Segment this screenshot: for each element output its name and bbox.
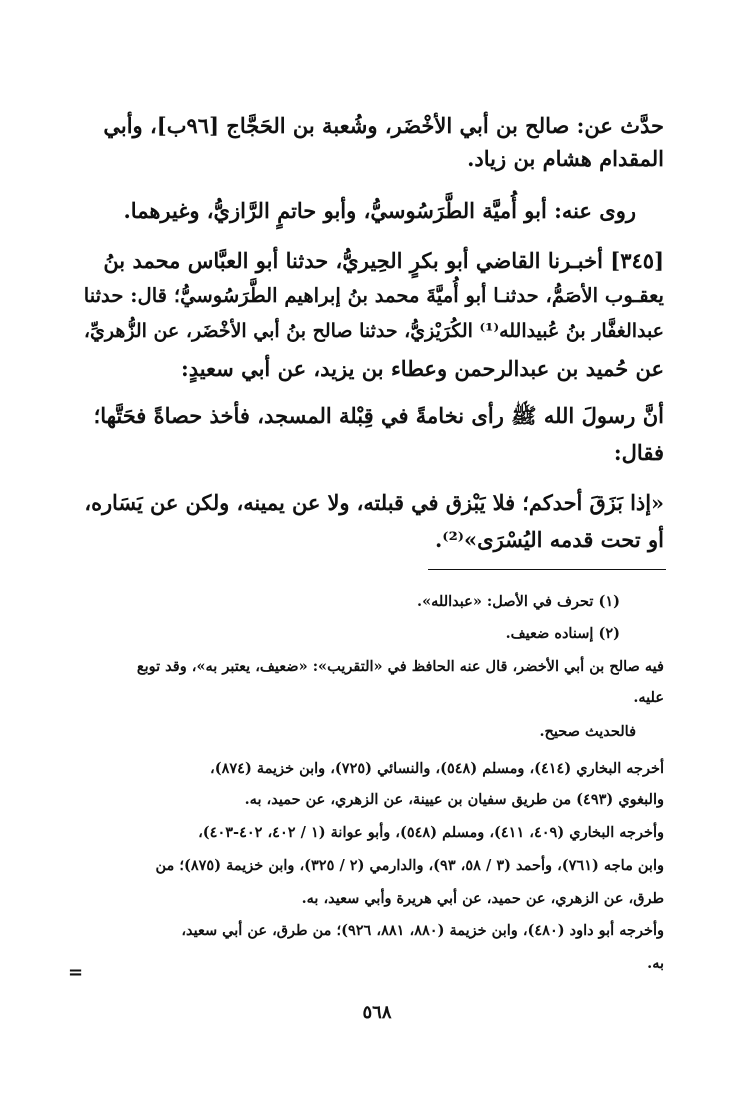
main-line-6: عبدالغفَّار بنُ عُبيدالله⁽¹⁾ الكُرَيْزيُّ، حدثنا صالح بنُ أبي الأخْضَر، عن الزُّهريِّ، <box>83 320 664 342</box>
footnote-line-5: فالحديث صحيح. <box>539 723 636 740</box>
main-line-11: أو تحت قدمه اليُسْرَى»⁽²⁾. <box>435 527 664 552</box>
footnote-line-12: به. <box>647 955 664 972</box>
main-line-5: يعقـوب الأصَمُّ، حدثنـا أبو أُميَّةَ محمد بنُ إبراهيم الطَّرَسُوسيُّ؛ قال: حدثنا <box>83 284 664 307</box>
footnote-line-2: (٢) إسناده ضعيف. <box>505 625 620 642</box>
footnote-line-9: وابن ماجه (٧٦١)، وأحمد (٣ / ٥٨، ٩٣)، والدارمي (٢ / ٣٢٥)، وابن خزيمة (٨٧٥)؛ من <box>155 857 664 874</box>
footnote-separator <box>428 569 666 570</box>
footnote-line-10: طرق، عن الزهري، عن حميد، عن أبي هريرة وأبي سعيد، به. <box>301 890 664 907</box>
main-line-7: عن حُميد بن عبدالرحمن وعطاء بن يزيد، عن أبي سعيدٍ: <box>180 356 664 381</box>
main-line-2: المقدام هشام بن زياد. <box>467 146 664 171</box>
main-line-4: [٣٤٥] أخبـرنا القاضي أبو بكرٍ الحِيريُّ، حدثنا أبو العبَّاس محمد بنُ <box>103 248 664 273</box>
footnote-line-1: (١) تحرف في الأصل: «عبدالله». <box>417 593 620 610</box>
main-line-8: أنَّ رسولَ الله ﷺ رأى نخامةً في قِبْلة المسجد، فأخذ حصاةً فحَتَّها؛ <box>93 403 664 428</box>
footnote-line-6: أخرجه البخاري (٤١٤)، ومسلم (٥٤٨)، والنسائي (٧٢٥)، وابن خزيمة (٨٧٤)، <box>210 760 664 777</box>
footnote-line-4: عليه. <box>633 689 664 706</box>
footnote-line-8: وأخرجه البخاري (٤٠٩، ٤١١)، ومسلم (٥٤٨)، وأبو عوانة (١ / ٤٠٢، ٤٠٢-٤٠٣)، <box>198 824 664 841</box>
footnote-line-3: فيه صالح بن أبي الأخضر، قال عنه الحافظ في «التقريب»: «ضعيف، يعتبر به»، وقد توبع <box>136 658 664 675</box>
main-line-9: فقال: <box>613 440 664 465</box>
footnote-line-7: والبغوي (٤٩٣) من طريق سفيان بن عيينة، عن الزهري، عن حميد، به. <box>244 791 664 808</box>
main-line-10: «إذا بَزَقَ أحدكم؛ فلا يَبْزق في قبلته، ولا عن يمينه، ولكن عن يَسَاره، <box>84 490 664 515</box>
page-number: ٥٦٨ <box>362 1002 392 1023</box>
continuation-mark: = <box>68 962 84 983</box>
main-line-3: روى عنه: أبو أُميَّة الطَّرَسُوسيُّ، وأبو حاتمٍ الرَّازيُّ، وغيرهما. <box>123 198 636 223</box>
main-line-1: حدَّث عن: صالح بن أبي الأخْضَر، وشُعبة بن الحَجَّاج [٩٦ب]، وأبي <box>103 113 664 138</box>
footnote-line-11: وأخرجه أبو داود (٤٨٠)، وابن خزيمة (٨٨٠، ٨٨١، ٩٢٦)؛ من طرق، عن أبي سعيد، <box>181 922 664 939</box>
